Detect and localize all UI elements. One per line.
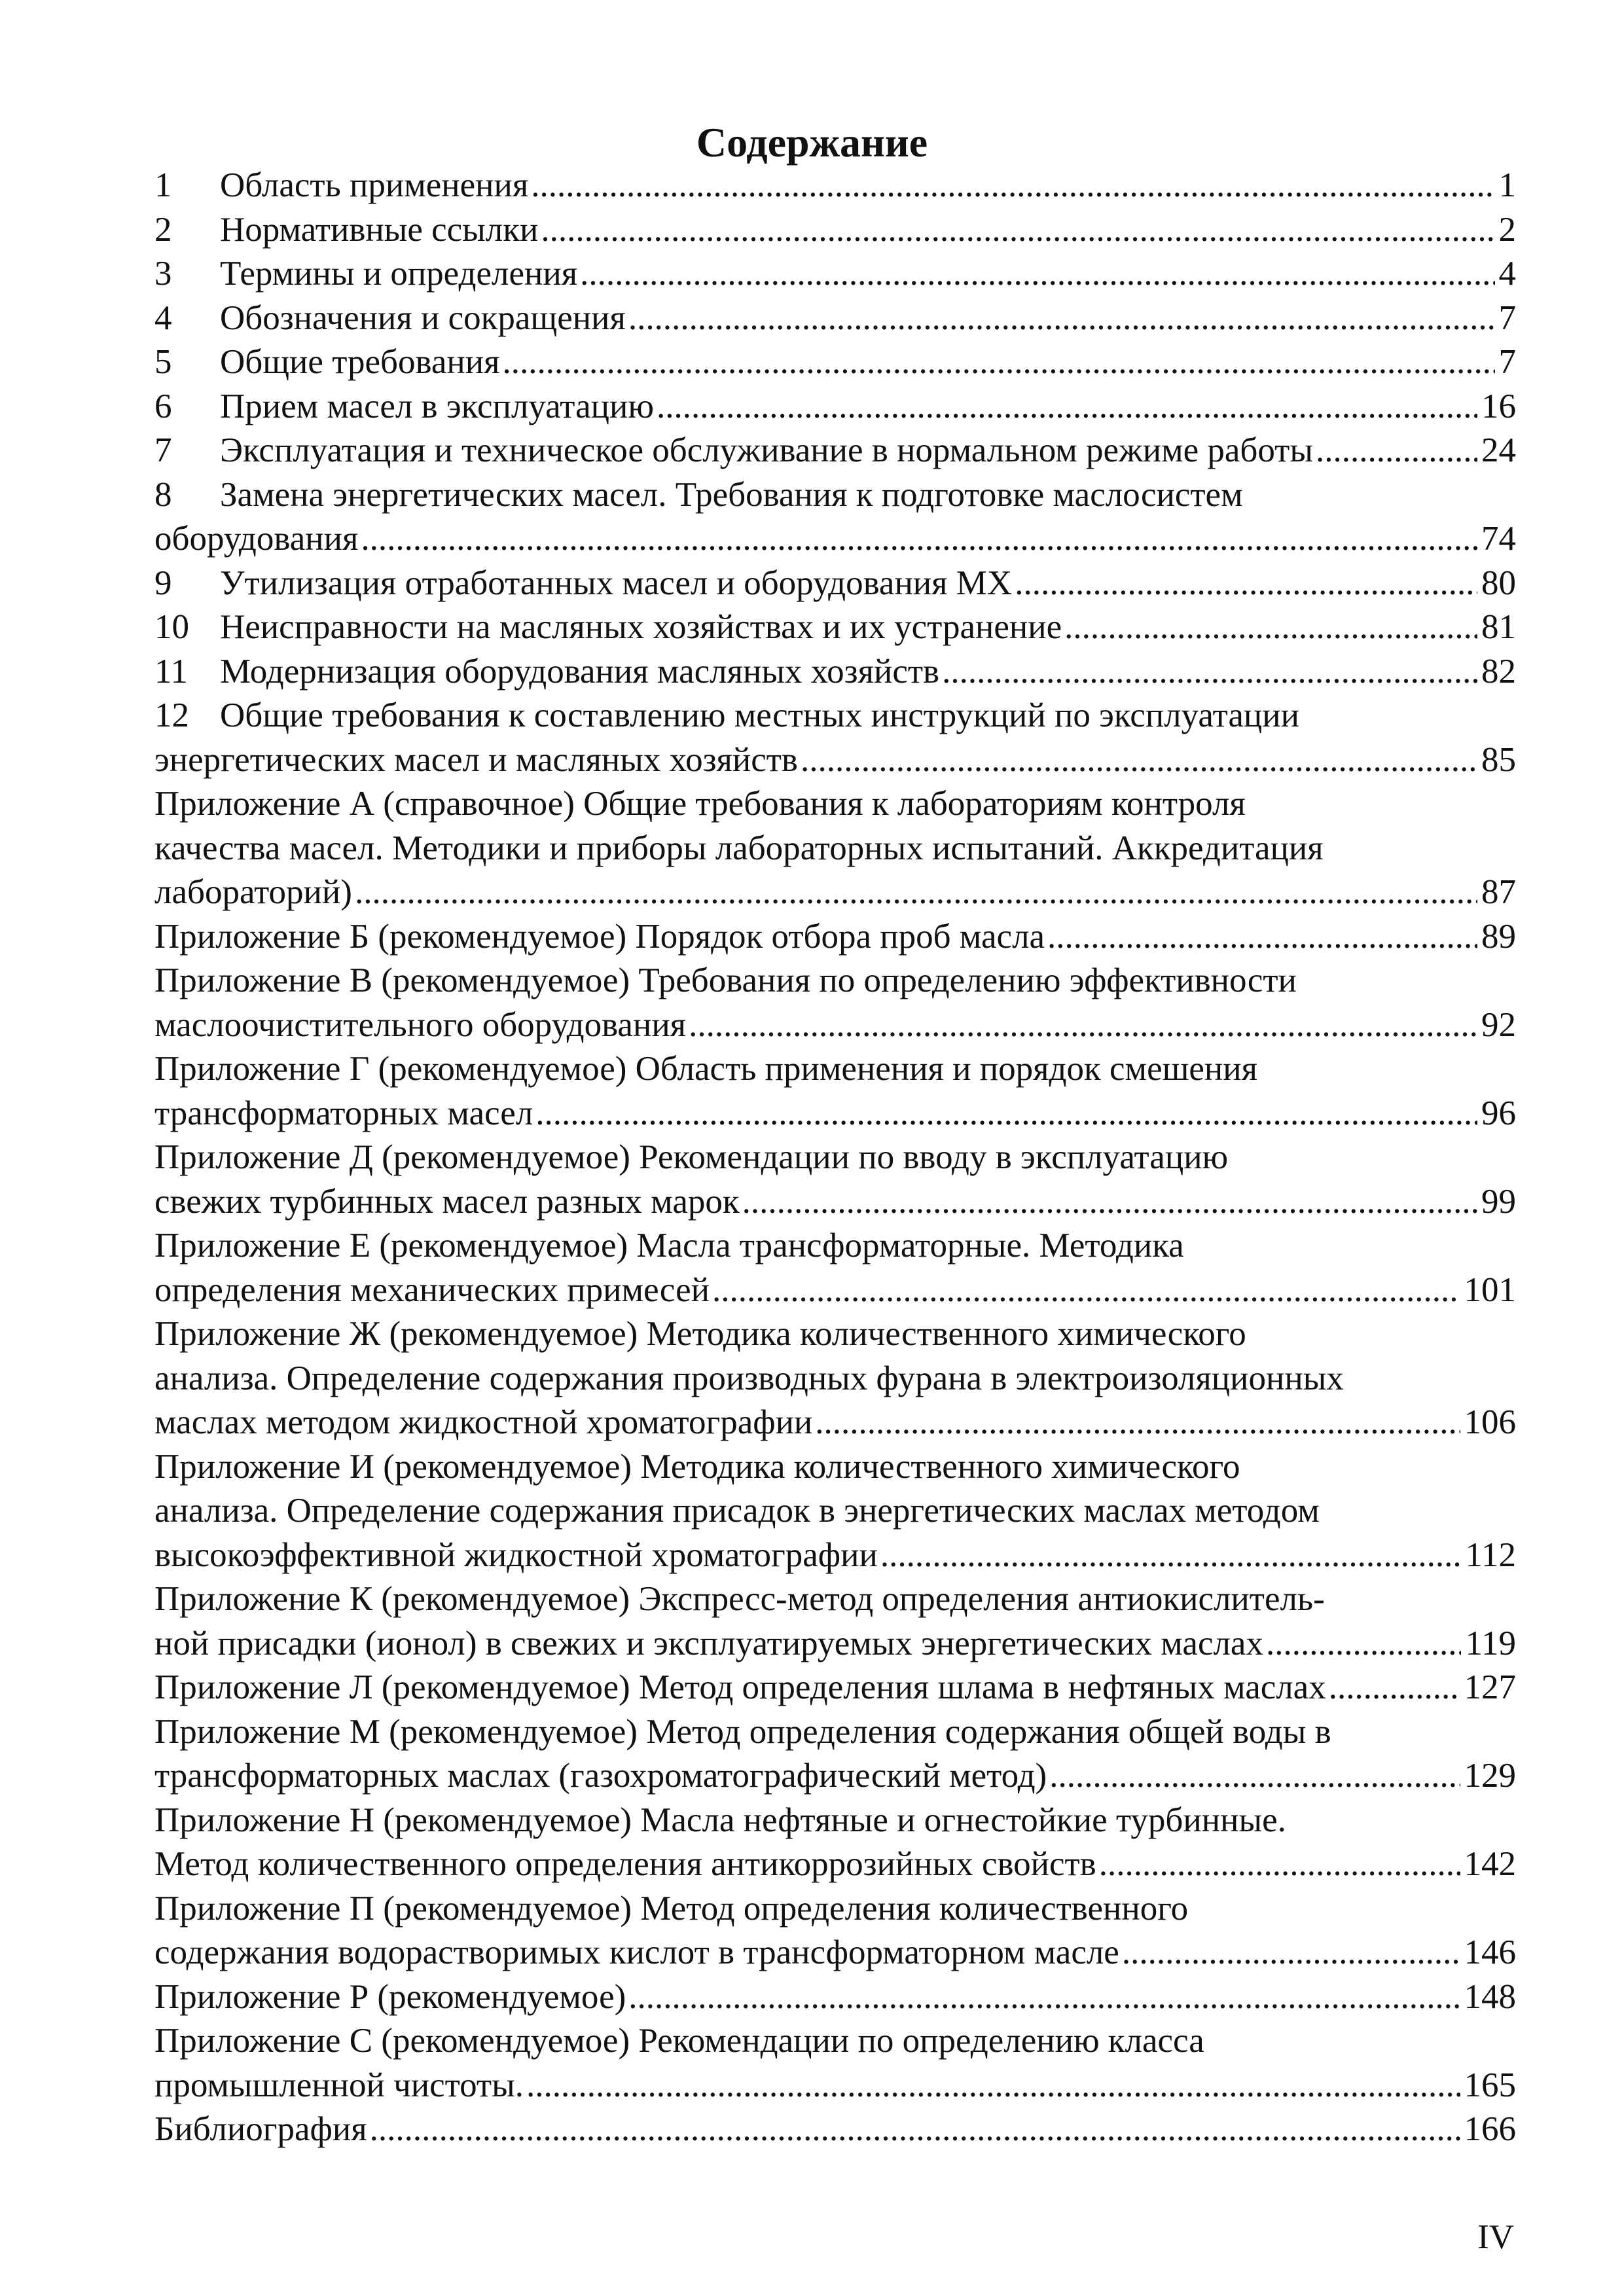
toc-entry-page: 1 (1498, 166, 1516, 204)
dot-leader (355, 870, 1477, 915)
toc-entry-title: лабораторий) (154, 873, 352, 911)
toc-entry-page: 142 (1464, 1845, 1516, 1883)
toc-entry-number: 1 (154, 166, 172, 204)
toc-entry-title: Нормативные ссылки (220, 210, 539, 249)
toc-entry-line (154, 827, 1516, 871)
toc-entry[interactable] (154, 252, 1516, 296)
toc-entry-page: 82 (1481, 652, 1516, 691)
toc-entry[interactable] (154, 1136, 1516, 1224)
toc-entry-title: Область применения (220, 166, 529, 204)
toc-entry-number: 8 (154, 475, 172, 514)
dot-leader (657, 385, 1477, 429)
toc-entry-page: 81 (1481, 608, 1516, 646)
dot-leader (1099, 1842, 1460, 1887)
toc-entry-page: 166 (1464, 2110, 1516, 2148)
toc-entry-last-line (154, 562, 1516, 606)
toc-entry[interactable] (154, 1047, 1516, 1136)
toc-entry-page: 101 (1464, 1270, 1516, 1309)
toc-entry-line (154, 1799, 1516, 1843)
toc-entry-title: Приложение С (рекомендуемое) Рекомендации по определению класса (154, 2022, 1204, 2060)
toc-entry[interactable] (154, 1975, 1516, 2020)
toc-entry-title: Приложение Д (рекомендуемое) Рекомендации по вводу в эксплуатацию (154, 1138, 1229, 1176)
toc-entry-title: Модернизация оборудования масляных хозяйств (220, 652, 940, 691)
toc-entry-number: 4 (154, 298, 172, 337)
dot-leader (580, 252, 1494, 296)
toc-entry-title: Замена энергетических масел. Требования к подготовке маслосистем (220, 475, 1243, 514)
toc-entry[interactable] (154, 1887, 1516, 1975)
dot-leader (361, 517, 1477, 562)
toc-entry-last-line (154, 1180, 1516, 1225)
dot-leader (1015, 562, 1477, 606)
table-of-contents (154, 164, 1516, 2152)
toc-entry-title: оборудования (154, 520, 359, 558)
dot-leader (531, 164, 1494, 208)
toc-entry[interactable] (154, 782, 1516, 915)
toc-entry[interactable] (154, 562, 1516, 606)
toc-entry-title: анализа. Определение содержания производных фурана в электроизоляционных (154, 1359, 1344, 1397)
toc-entry[interactable] (154, 1799, 1516, 1887)
toc-entry-last-line (154, 605, 1516, 650)
toc-entry-title: Общие требования (220, 343, 500, 381)
toc-entry-last-line (154, 340, 1516, 385)
toc-entry-line (154, 1224, 1516, 1268)
toc-entry[interactable] (154, 650, 1516, 694)
toc-entry-title: свежих турбинных масел разных марок (154, 1182, 740, 1221)
toc-entry[interactable] (154, 208, 1516, 253)
dot-leader (1266, 1622, 1461, 1666)
toc-entry-title: анализа. Определение содержания присадок в энергетических маслах методом (154, 1492, 1320, 1530)
toc-entry-line (154, 1136, 1516, 1180)
toc-entry-title: промышленной чистоты. (154, 2066, 524, 2104)
toc-entry-number: 12 (154, 696, 189, 734)
toc-entry-page: 7 (1498, 298, 1516, 337)
toc-entry-number: 9 (154, 564, 172, 602)
toc-entry-title: Приложение М (рекомендуемое) Метод определения содержания общей воды в (154, 1712, 1331, 1751)
dot-leader (1064, 605, 1477, 650)
toc-entry-last-line (154, 1931, 1516, 1975)
toc-entry-page: 96 (1481, 1094, 1516, 1132)
toc-entry-page: 146 (1464, 1933, 1516, 1971)
toc-entry[interactable] (154, 2108, 1516, 2152)
toc-entry[interactable] (154, 1577, 1516, 1666)
toc-entry-title: качества масел. Методики и приборы лабораторных испытаний. Аккредитация (154, 829, 1324, 867)
toc-entry[interactable] (154, 385, 1516, 429)
toc-entry-last-line (154, 870, 1516, 915)
toc-entry-title: высокоэффективной жидкостной хроматографии (154, 1535, 878, 1574)
toc-entry-line (154, 1047, 1516, 1092)
toc-entry-last-line (154, 296, 1516, 341)
dot-leader (1047, 915, 1477, 960)
toc-entry-last-line (154, 2064, 1516, 2108)
dot-leader (628, 1975, 1460, 2020)
toc-entry-title: Приложение Г (рекомендуемое) Область применения и порядок смешения (154, 1050, 1258, 1088)
toc-entry-title: Неисправности на масляных хозяйствах и их устранение (220, 608, 1062, 646)
toc-entry[interactable] (154, 1710, 1516, 1799)
toc-entry-last-line (154, 1092, 1516, 1136)
dot-leader (535, 1092, 1477, 1136)
toc-entry-title: Приложение П (рекомендуемое) Метод определения количественного (154, 1889, 1189, 1928)
toc-entry-title: Приложение Л (рекомендуемое) Метод определения шлама в нефтяных маслах (154, 1668, 1326, 1706)
toc-entry-number: 5 (154, 343, 172, 381)
toc-entry-page: 2 (1498, 210, 1516, 249)
toc-entry-last-line (154, 164, 1516, 208)
toc-entry-number: 7 (154, 431, 172, 469)
toc-entry-last-line (154, 252, 1516, 296)
toc-entry-last-line (154, 738, 1516, 783)
toc-entry-page: 7 (1498, 343, 1516, 381)
dot-leader (942, 650, 1477, 694)
toc-entry-last-line (154, 208, 1516, 253)
toc-entry-number: 6 (154, 387, 172, 425)
toc-entry-page: 74 (1481, 520, 1516, 558)
toc-entry-number: 11 (154, 652, 189, 691)
toc-entry-line (154, 1710, 1516, 1755)
toc-entry-number: 10 (154, 608, 189, 646)
toc-entry-page: 148 (1464, 1977, 1516, 2016)
toc-entry-line (154, 782, 1516, 827)
toc-entry-line (154, 473, 1516, 518)
toc-entry-line (154, 959, 1516, 1003)
dot-leader (1329, 1666, 1460, 1710)
dot-leader (1122, 1931, 1460, 1975)
toc-entry-last-line (154, 915, 1516, 960)
dot-leader (742, 1180, 1477, 1225)
toc-entry-title: определения механических примесей (154, 1270, 710, 1309)
toc-entry[interactable] (154, 694, 1516, 782)
dot-leader (1049, 1754, 1460, 1799)
toc-entry-number: 2 (154, 210, 172, 249)
toc-entry[interactable] (154, 1224, 1516, 1312)
dot-leader (526, 2064, 1460, 2108)
toc-entry-title: Метод количественного определения антикоррозийных свойств (154, 1845, 1096, 1883)
toc-entry-page: 112 (1465, 1535, 1516, 1574)
dot-leader (370, 2108, 1460, 2152)
dot-leader (628, 296, 1495, 341)
toc-entry[interactable] (154, 1445, 1516, 1578)
toc-entry-title: содержания водорастворимых кислот в трансформаторном масле (154, 1933, 1119, 1971)
toc-entry-last-line (154, 385, 1516, 429)
toc-entry-title: Библиография (154, 2110, 367, 2148)
dot-leader (801, 738, 1477, 783)
toc-entry[interactable] (154, 296, 1516, 341)
dot-leader (815, 1401, 1460, 1445)
toc-entry-last-line (154, 650, 1516, 694)
dot-leader (541, 208, 1494, 253)
toc-entry-last-line (154, 1003, 1516, 1048)
page-folio: IV (1477, 2218, 1514, 2256)
toc-entry-title: Приложение В (рекомендуемое) Требования по определению эффективности (154, 961, 1297, 999)
toc-entry[interactable] (154, 1666, 1516, 1710)
toc-entry-title: Приложение И (рекомендуемое) Методика количественного химического (154, 1447, 1240, 1486)
toc-entry-line (154, 1312, 1516, 1357)
toc-entry-page: 99 (1481, 1182, 1516, 1221)
toc-entry[interactable] (154, 164, 1516, 208)
dot-leader (689, 1003, 1477, 1048)
toc-entry-title: Приложение Е (рекомендуемое) Масла трансформаторные. Методика (154, 1227, 1184, 1265)
toc-entry-page: 119 (1465, 1624, 1516, 1662)
toc-entry-page: 129 (1464, 1757, 1516, 1795)
toc-entry-title: Обозначения и сокращения (220, 298, 626, 337)
toc-entry[interactable] (154, 473, 1516, 562)
toc-entry-line (154, 2019, 1516, 2064)
toc-entry-line (154, 1445, 1516, 1490)
toc-entry[interactable] (154, 429, 1516, 473)
toc-entry-title: Приложение А (справочное) Общие требования к лабораториям контроля (154, 785, 1246, 823)
toc-entry-page: 80 (1481, 564, 1516, 602)
page-title: Содержание (696, 119, 928, 166)
toc-entry-last-line (154, 1666, 1516, 1710)
toc-entry-last-line (154, 1975, 1516, 2020)
toc-entry-line (154, 1887, 1516, 1931)
toc-entry-title: Эксплуатация и техническое обслуживание в нормальном режиме работы (220, 431, 1313, 469)
toc-entry-title: Приложение Ж (рекомендуемое) Методика количественного химического (154, 1315, 1246, 1353)
toc-entry-page: 87 (1481, 873, 1516, 911)
dot-leader (502, 340, 1494, 385)
toc-entry-last-line (154, 1842, 1516, 1887)
toc-entry-page: 16 (1481, 387, 1516, 425)
toc-entry-title: маслах методом жидкостной хроматографии (154, 1403, 813, 1441)
toc-entry-title: ной присадки (ионол) в свежих и эксплуатируемых энергетических маслах (154, 1624, 1263, 1662)
toc-entry-page: 92 (1481, 1005, 1516, 1044)
toc-entry-line (154, 1357, 1516, 1401)
toc-entry-last-line (154, 517, 1516, 562)
toc-entry-title: Приложение К (рекомендуемое) Экспресс-метод определения антиокислитель- (154, 1580, 1325, 1618)
dot-leader (1316, 429, 1477, 473)
toc-entry-number: 3 (154, 255, 172, 293)
toc-entry-title: Общие требования к составлению местных инструкций по эксплуатации (220, 696, 1300, 734)
toc-entry-page: 24 (1481, 431, 1516, 469)
toc-entry-title: Приложение Р (рекомендуемое) (154, 1977, 626, 2016)
toc-entry-title: трансформаторных маслах (газохроматографический метод) (154, 1757, 1047, 1795)
toc-entry[interactable] (154, 340, 1516, 385)
toc-entry-page: 165 (1464, 2066, 1516, 2104)
toc-entry-page: 106 (1464, 1403, 1516, 1441)
toc-entry-last-line (154, 1534, 1516, 1578)
toc-entry-page: 127 (1464, 1668, 1516, 1706)
toc-entry-title: Приложение Н (рекомендуемое) Масла нефтяные и огнестойкие турбинные. (154, 1801, 1286, 1839)
toc-entry-page: 85 (1481, 740, 1516, 779)
toc-entry-page: 4 (1498, 255, 1516, 293)
toc-entry[interactable] (154, 2019, 1516, 2108)
toc-entry-title: Прием масел в эксплуатацию (220, 387, 654, 425)
toc-entry-last-line (154, 2108, 1516, 2152)
toc-entry[interactable] (154, 1312, 1516, 1445)
toc-entry-last-line (154, 1401, 1516, 1445)
toc-entry-title: Термины и определения (220, 255, 578, 293)
dot-leader (880, 1534, 1462, 1578)
toc-entry-last-line (154, 1622, 1516, 1666)
toc-entry-page: 89 (1481, 917, 1516, 956)
toc-entry-last-line (154, 1268, 1516, 1313)
toc-entry-title: Приложение Б (рекомендуемое) Порядок отбора проб масла (154, 917, 1045, 956)
toc-entry-last-line (154, 429, 1516, 473)
toc-entry-title: Утилизация отработанных масел и оборудования МХ (220, 564, 1013, 602)
toc-entry-line (154, 1489, 1516, 1534)
toc-entry-title: трансформаторных масел (154, 1094, 533, 1132)
toc-entry[interactable] (154, 605, 1516, 650)
toc-entry-title: маслоочистительного оборудования (154, 1005, 687, 1044)
toc-entry-title: энергетических масел и масляных хозяйств (154, 740, 798, 779)
toc-entry-last-line (154, 1754, 1516, 1799)
dot-leader (712, 1268, 1460, 1313)
toc-entry-line (154, 694, 1516, 738)
toc-entry-line (154, 1577, 1516, 1622)
toc-entry[interactable] (154, 915, 1516, 960)
toc-entry[interactable] (154, 959, 1516, 1047)
